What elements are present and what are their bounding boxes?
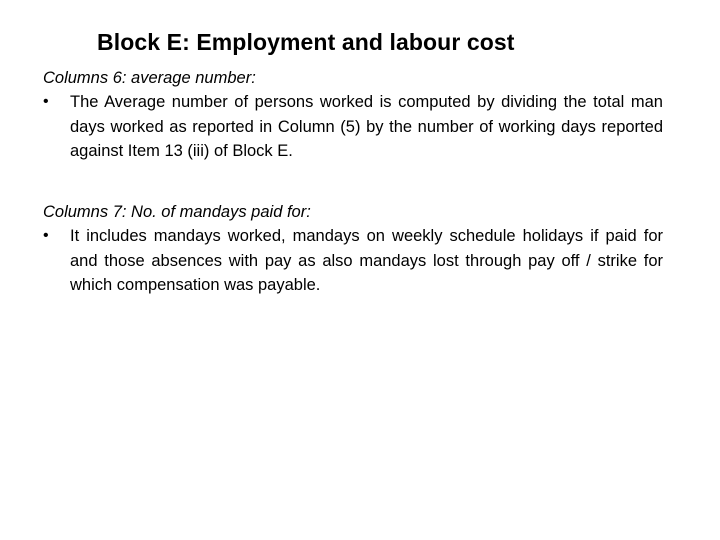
bullet-icon: • [43, 93, 49, 110]
section-heading: Columns 6: average number: [43, 69, 256, 87]
bullet-icon: • [43, 227, 49, 244]
bullet-item [43, 224, 663, 298]
bullet-item [43, 90, 663, 164]
bullet-text: It includes mandays worked, mandays on weekly schedule holidays if paid for and those absences with pay as also mandays lost through pay off / strike for which compensation was payable. [70, 227, 663, 294]
section-columns-7 [43, 200, 663, 298]
bullet-text: The Average number of persons worked is computed by dividing the total man days worked as reported in Column (5) by the number of working days reported against Item 13 (iii) of Block E. [70, 93, 663, 160]
section-heading: Columns 7: No. of mandays paid for: [43, 203, 311, 221]
section-columns-6 [43, 66, 663, 164]
slide-title: Block E: Employment and labour cost [97, 29, 515, 55]
